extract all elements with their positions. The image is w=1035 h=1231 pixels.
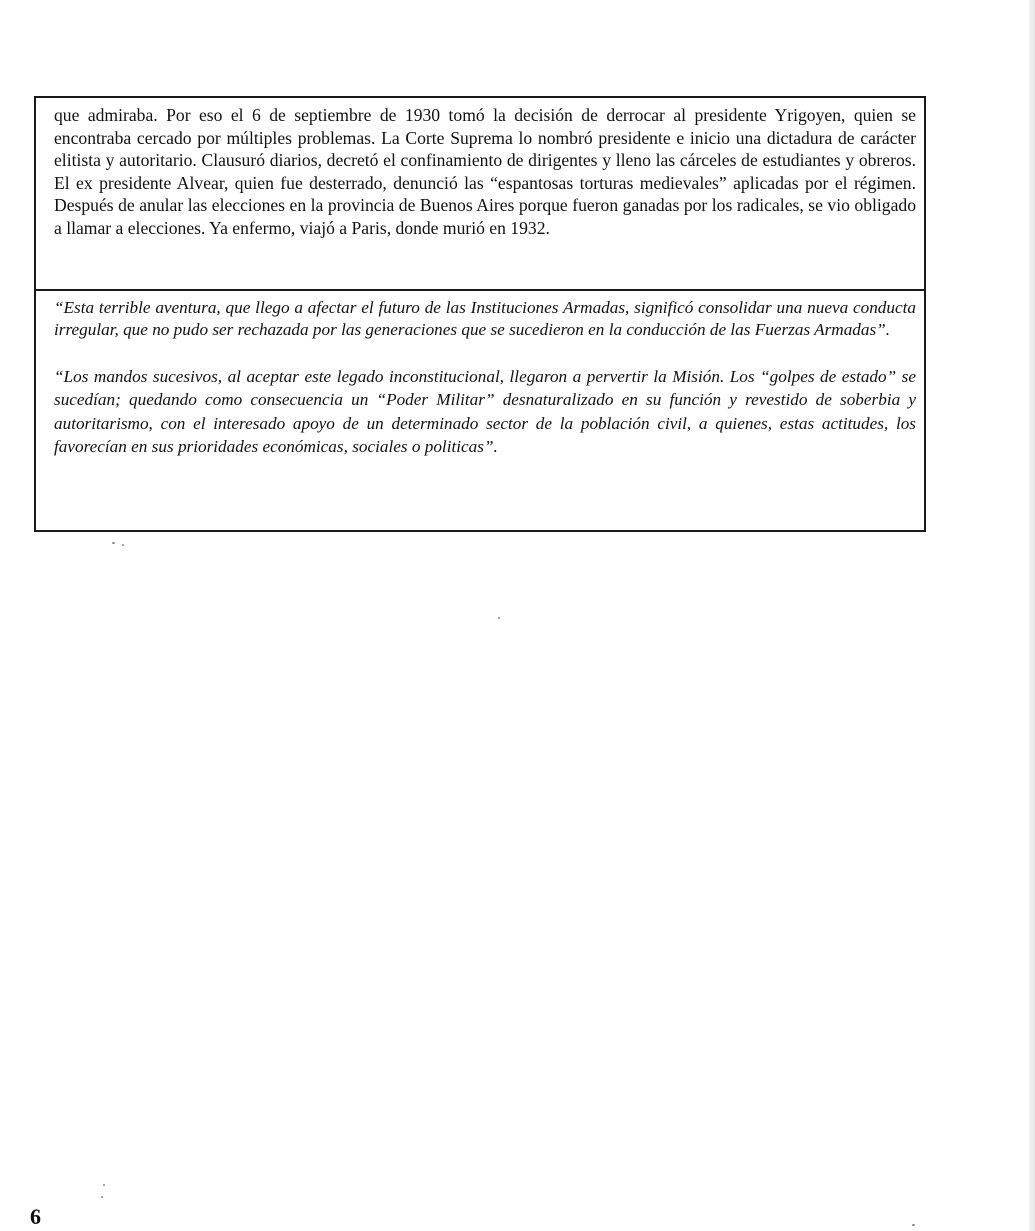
scan-speck — [103, 1184, 105, 1186]
quote-paragraph-2: “Los mandos sucesivos, al aceptar este legado inconstitucional, llegaron a pervertir la Misión. Los “golpes de estado” se sucedían; quedando como consecuencia un “Poder Militar” desnaturalizado en su función y revestido de soberbia y autoritarismo, con el interesado apoyo de un determinado sector de la población civil, a quienes, estas actitudes, los favorecían en sus prioridades económicas, sociales o politicas”. — [54, 367, 916, 457]
page-edge-shadow — [1029, 0, 1035, 1231]
scan-speck — [112, 542, 115, 544]
narrative-section — [36, 98, 924, 291]
scan-speck — [912, 1224, 915, 1226]
quote-section — [36, 291, 924, 530]
quote-paragraph-1: “Esta terrible aventura, que llego a afectar el futuro de las Instituciones Armadas, significó consolidar una nueva conducta irregular, que no pudo ser rechazada por las generaciones que se sucedieron en la conducción de las Fuerzas Armadas”. — [54, 298, 916, 340]
page-number: 6 — [30, 1204, 41, 1229]
scan-speck — [498, 617, 500, 619]
main-paragraph: que admiraba. Por eso el 6 de septiembre de 1930 tomó la decisión de derrocar al presidente Yrigoyen, quien se encontraba cercado por múltiples problemas. La Corte Suprema lo nombró presidente e inicio una dictadura de carácter elitista y autoritario. Clausuró diarios, decretó el confinamiento de dirigentes y lleno las cárceles de estudiantes y obreros. El ex presidente Alvear, quien fue desterrado, denunció las “espantosas torturas medievales” aplicadas por el régimen. Después de anular las elecciones en la provincia de Buenos Aires porque fueron ganadas por los radicales, se vio obligado a llamar a elecciones. Ya enfermo, viajó a Paris, donde murió en 1932. — [54, 105, 916, 238]
scan-speck — [122, 544, 124, 546]
scan-speck — [101, 1196, 103, 1198]
text-box — [34, 96, 926, 532]
